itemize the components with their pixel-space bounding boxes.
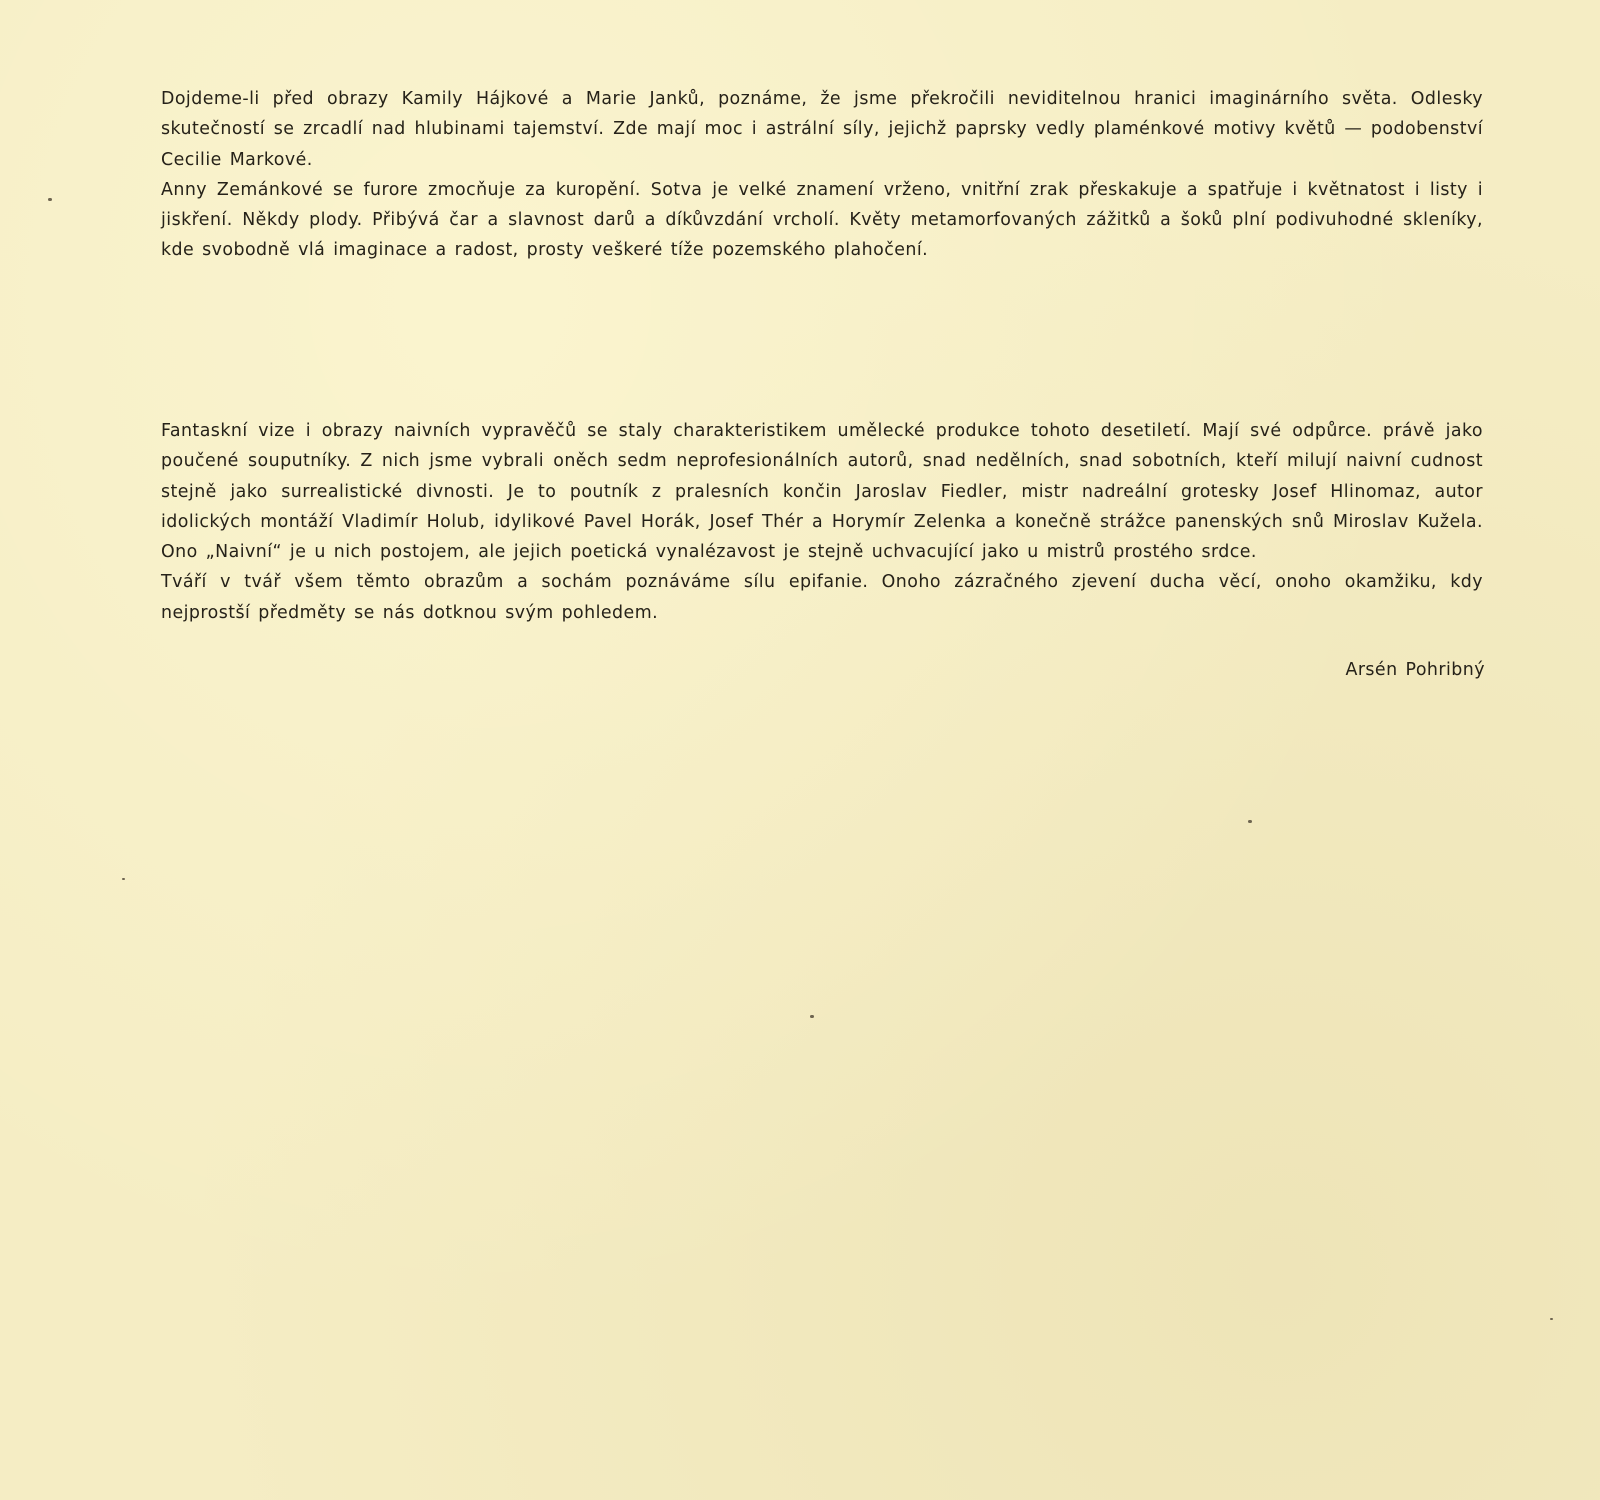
paragraph-epiphany: Tváří v tvář všem těmto obrazům a sochám poznáváme sílu epifanie. Onoho zázračného zjevení ducha věcí, onoho okamžiku, kdy nejprostší předměty se nás dotknou svým pohledem. [161,572,1483,623]
text-block-naive-narrators [161,416,1483,628]
paper-speck [1550,1318,1553,1320]
paper-speck [122,878,125,880]
author-signature: Arsén Pohribný [1345,660,1485,680]
text-block-intro [161,84,1483,266]
show-through-texture-bottom [160,650,1480,1370]
paper-speck [1248,820,1252,823]
paragraph-fantastic-visions: Fantaskní vize i obrazy naivních vypravěčů se staly charakteristikem umělecké produkce tohoto desetiletí. Mají své odpůrce. právě jako poučené souputníky. Z nich jsme vybrali oněch sedm neprofesionálních autorů, snad nedělních, snad sobotních, kteří milují naivní cudnost stejně jako surrealistické divnosti. Je to poutník z pralesních končin Jaroslav Fiedler, mistr nadreální grotesky Josef Hlinomaz, autor idolických montáží Vladimír Holub, idylikové Pavel Horák, Josef Thér a Horymír Zelenka a konečně strážce panenských snů Miroslav Kužela. Ono „Naivní“ je u nich postojem, ale jejich poetická vynalézavost je stejně uchvacující jako u mistrů prostého srdce. [161,421,1483,563]
paragraph-hajkova-janku: Dojdeme-li před obrazy Kamily Hájkové a Marie Janků, poznáme, že jsme překročili neviditelnou hranici imaginárního světa. Odlesky skutečností se zrcadlí nad hlubinami tajemství. Zde mají moc i astrální síly, jejichž paprsky vedly plaménkové motivy květů — podobenství Cecilie Markové. [161,89,1483,170]
paper-speck [810,1015,814,1018]
paragraph-zemankova: Anny Zemánkové se furore zmocňuje za kuropění. Sotva je velké znamení vrženo, vnitřní zrak přeskakuje a spatřuje i květnatost i listy i jiskření. Někdy plody. Přibývá čar a slavnost darů a díkůvzdání vrcholí. Květy metamorfovaných zážitků a šoků plní podivuhodné skleníky, kde svobodně vlá imaginace a radost, prosty veškeré tíže pozemského plahočení. [161,179,1483,261]
paper-speck [48,198,52,201]
